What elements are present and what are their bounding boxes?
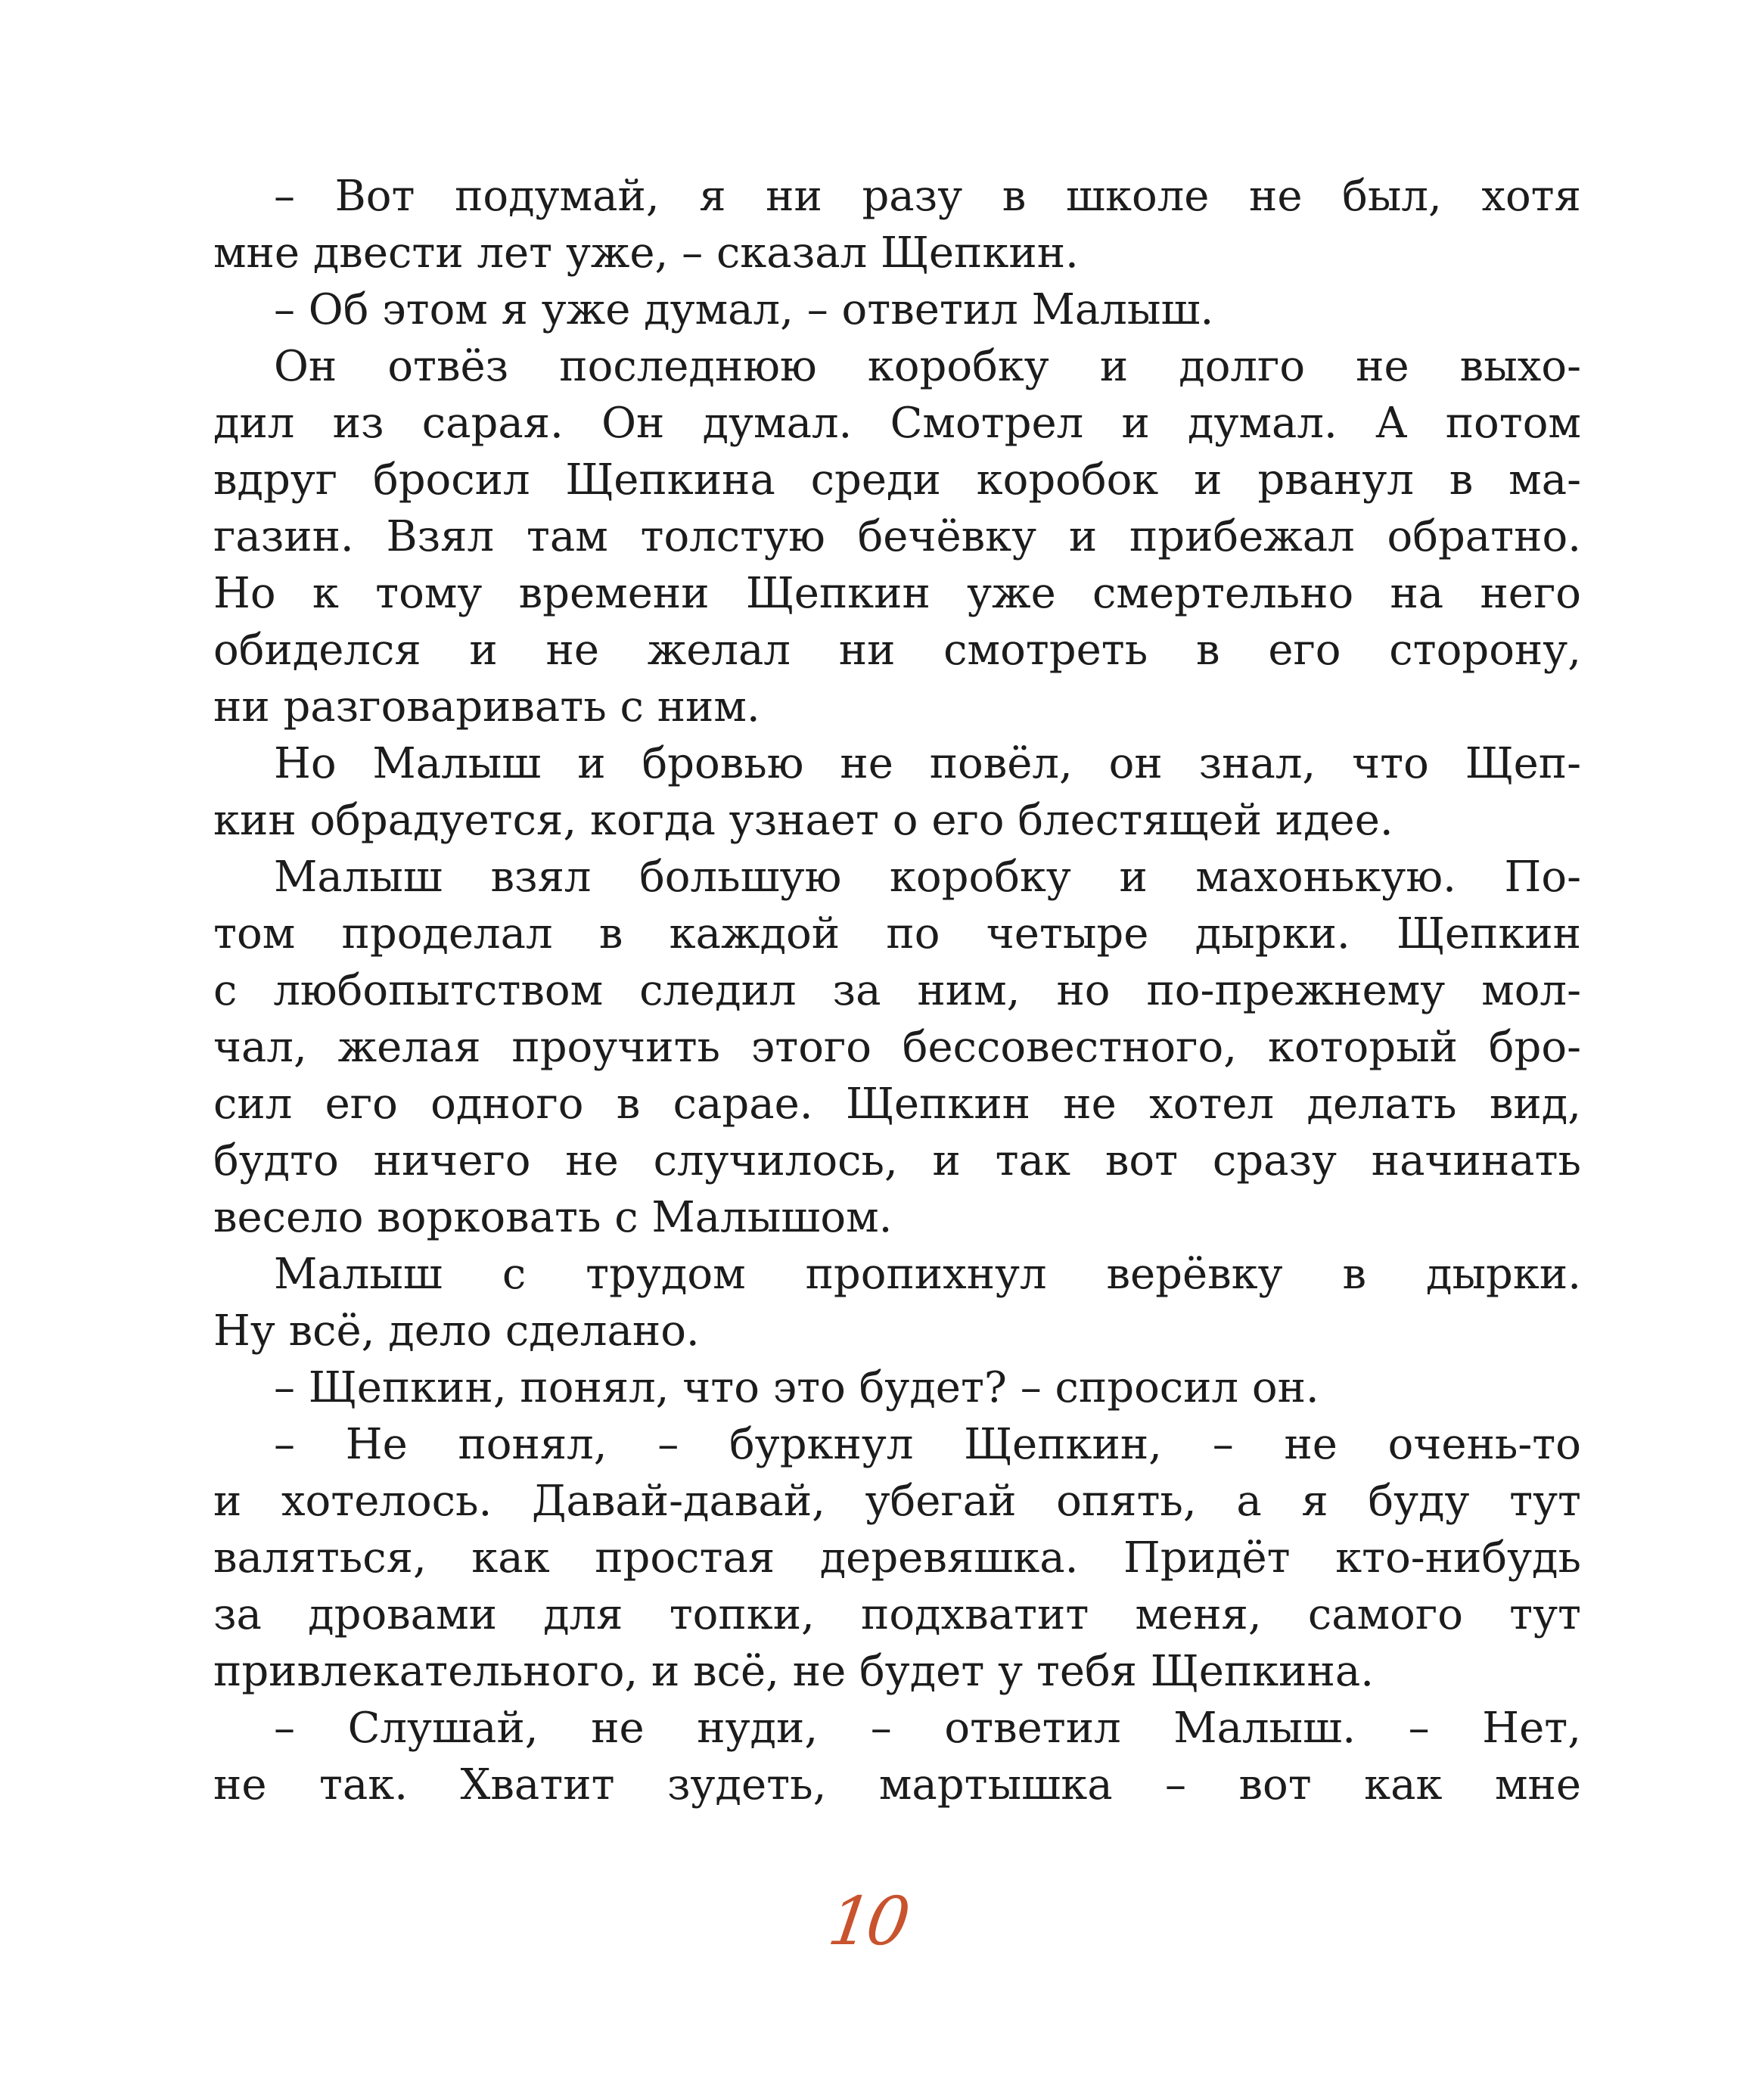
text-line: кин обрадуется, когда узнает о его блестящей идее.: [213, 796, 1393, 845]
text-line: том проделал в каждой по четыре дырки. Щепкин: [213, 909, 1581, 958]
text-line: Он отвёз последнюю коробку и долго не выхо-: [274, 342, 1581, 391]
text-line: – Не понял, – буркнул Щепкин, – не очень-то: [274, 1420, 1581, 1469]
text-line: – Вот подумай, я ни разу в школе не был, хотя: [274, 172, 1581, 221]
body-text: [213, 168, 1581, 1813]
text-line: – Слушай, не нуди, – ответил Малыш. – Нет,: [274, 1704, 1581, 1753]
text-line: газин. Взял там толстую бечёвку и прибежал обратно.: [213, 512, 1581, 561]
text-line: обиделся и не желал ни смотреть в его сторону,: [213, 626, 1581, 675]
text-line: чал, желая проучить этого бессовестного, который бро-: [213, 1023, 1581, 1072]
text-line: будто ничего не случилось, и так вот сразу начинать: [213, 1136, 1581, 1185]
text-line: не так. Хватит зудеть, мартышка – вот как мне: [213, 1760, 1581, 1810]
text-line: – Об этом я уже думал, – ответил Малыш.: [274, 285, 1214, 334]
text-line: сил его одного в сарае. Щепкин не хотел делать вид,: [213, 1080, 1581, 1129]
text-line: Малыш взял большую коробку и махонькую. По-: [274, 853, 1581, 902]
text-line: ни разговаривать с ним.: [213, 682, 760, 732]
text-line: валяться, как простая деревяшка. Придёт кто-нибудь: [213, 1533, 1581, 1583]
page-number: 10: [823, 1882, 911, 1960]
text-line: привлекательного, и всё, не будет у тебя Щепкина.: [213, 1647, 1375, 1696]
text-line: с любопытством следил за ним, но по-прежнему мол-: [213, 966, 1581, 1015]
text-line: за дровами для топки, подхватит меня, самого тут: [213, 1590, 1581, 1639]
text-line: мне двести лет уже, – сказал Щепкин.: [213, 228, 1079, 278]
text-line: Но к тому времени Щепкин уже смертельно на него: [213, 569, 1581, 618]
text-line: вдруг бросил Щепкина среди коробок и рванул в ма-: [213, 455, 1581, 505]
text-line: и хотелось. Давай-давай, убегай опять, а я буду тут: [213, 1477, 1581, 1526]
text-line: Малыш с трудом пропихнул верёвку в дырки.: [274, 1250, 1581, 1299]
text-line: весело ворковать с Малышом.: [213, 1193, 893, 1242]
text-line: Но Малыш и бровью не повёл, он знал, что Щеп-: [274, 739, 1581, 788]
text-line: дил из сарая. Он думал. Смотрел и думал. А потом: [213, 399, 1581, 448]
text-line: Ну всё, дело сделано.: [213, 1306, 700, 1356]
text-line: – Щепкин, понял, что это будет? – спросил он.: [274, 1363, 1319, 1412]
